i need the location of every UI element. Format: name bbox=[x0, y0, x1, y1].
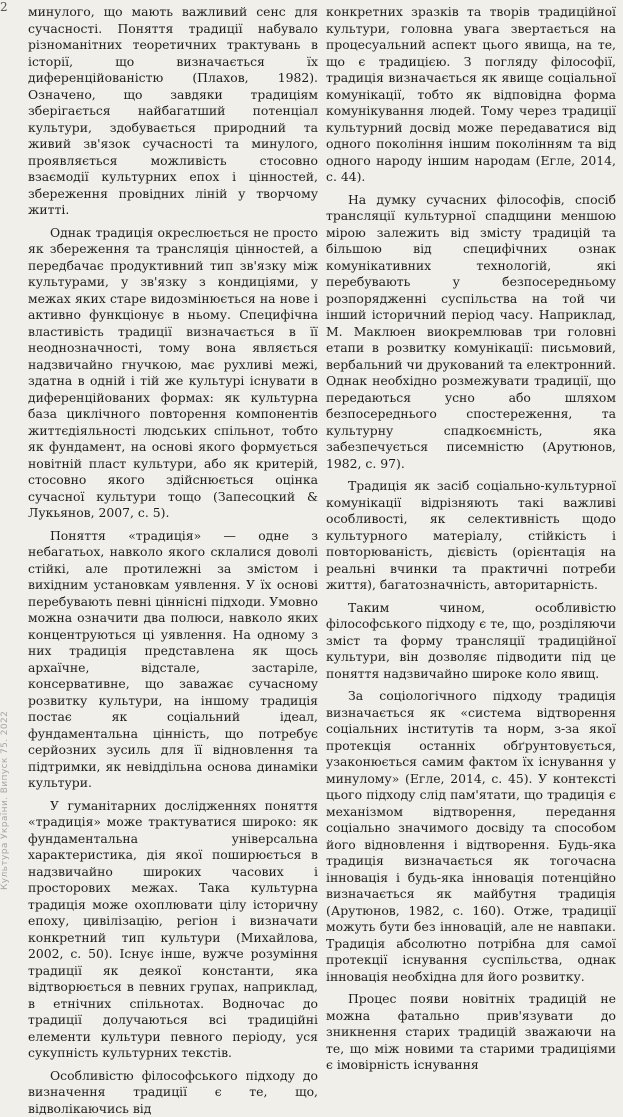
paragraph: Традиція як засіб соціально-культурної комунікації відрізняють такі важливі особливості, як селективність щодо культурного матеріалу, стійкість і повторюваність, дієвість (орієнтація на реальні вчинки та практичні потреби життя), багатозначність, авторитарність. bbox=[326, 478, 616, 594]
left-column bbox=[28, 4, 318, 940]
paragraph: Таким чином, особливістю філософського підходу є те, що, розділяючи зміст та форму трансляції традиційної культури, він дозволяє підводити під це поняття надзвичайно широке коло явищ. bbox=[326, 600, 616, 683]
paragraph: конкретних зразків та творів традиційної культури, головна увага звертається на процесуальний аспект цього явища, на те, що є традицією. З погляду філософії, традиція визначається як явище соціальної комунікації, тобто як відповідна форма комунікування людей. Тому через традиції культурний досвід може передаватися від одного покоління іншим поколінням та від одного народу іншим народам (Егле, 2014, с. 44). bbox=[326, 4, 616, 186]
paragraph: Процес появи новітніх традицій не можна фатально прив'язувати до зникнення старих традицій зважаючи на те, що між новими та старими традиціями є імовірність існування bbox=[326, 991, 616, 1074]
paragraph: минулого, що мають важливий сенс для сучасності. Поняття традиції набувало різноманітних теоретичних трактувань в історії, що визначається їх диференційованістю (Плахов, 1982). Означено, що завдяки традиціям зберігається найбагатший потенціал культури, здобувається природний та живий зв'язок сучасності та минулого, проявляється можливість стосовно взаємодії культурних епох і цінностей, збереження провідних ліній у творчому житті. bbox=[28, 4, 318, 219]
paragraph: Однак традиція окреслюється не просто як збереження та трансляція цінностей, а передбачає продуктивний тип зв'язку між культурами, у зв'язку з кондиціями, у межах яких старе видозмінюється на нове і активно функціонує в ньому. Специфічна властивість традиції визначається в її неоднозначності, тому вона являється надзвичайно гнучкою, має рухливі межі, здатна в одній і тій же культурі існувати в диференційованих формах: як культурна база циклічного повторення компонентів життєдіяльності людських спільнот, тобто як фундамент, на основі якого формується новітній пласт культури, або як критерій, стосовно якого здійснюється оцінка сучасної культури тощо (Запесоцкий & Лукьянов, 2007, с. 5). bbox=[28, 225, 318, 522]
running-head: Культура України. Випуск 75. 2022 bbox=[0, 470, 16, 890]
paragraph: За соціологічного підходу традиція визначається як «система відтворення соціальних інститутів та норм, з-за якої протекція останніх обґрунтовується, узаконюється самим фактом їх існування у минулому» (Егле, 2014, с. 45). У контексті цього підходу слід пам'ятати, що традиція є механізмом відтворення, передання соціально значимого досвіду та способом його відновлення і відтворення. Будь-яка традиція визначається як тогочасна інновація і будь-яка інновація потенційно визначається як майбутня традиція (Арутюнов, 1982, с. 160). Отже, традиції можуть бути без інновацій, але не навпаки. Традиція абсолютно потрібна для самої протекції існування суспільства, однак інновація необхідна для його розвитку. bbox=[326, 688, 616, 985]
page-number: 2 bbox=[0, 0, 8, 14]
paragraph: У гуманітарних дослідженнях поняття «традиція» може трактуватися широко: як фундаментальна універсальна характеристика, дія якої поширюється в надзвичайно широких часових і просторових межах. Така культурна традиція може охоплювати цілу історичну епоху, цивілізацію, регіон і визначати конкретний тип культури (Михайлова, 2002, с. 50). Існує інше, вужче розуміння традиції як деякої константи, яка відтворюється в певних групах, наприклад, в етнічних спільнотах. Водночас до традиції долучаються всі традиційні елементи культури певного періоду, уся сукупність культурних текстів. bbox=[28, 798, 318, 1062]
right-column bbox=[326, 4, 616, 940]
paragraph: Поняття «традиція» — одне з небагатьох, навколо якого склалися доволі стійкі, але протилежні за змістом і вихідним установкам уявлення. У їх основі перебувають певні ціннісні підходи. Умовно можна означити два полюси, навколо яких концентруються ці уявлення. На одному з них традиція представлена як щось архаїчне, відстале, застаріле, консервативне, що заважає сучасному розвитку культури, на іншому традиція постає як соціальний ідеал, фундаментальна цінність, що потребує серйозних зусиль для її відновлення та підтримки, як невіддільна основа динаміки культури. bbox=[28, 528, 318, 792]
paragraph: Особливістю філософського підходу до визначення традиції є те, що, відволікаючись від bbox=[28, 1068, 318, 1117]
paragraph: На думку сучасних філософів, спосіб трансляції культурної спадщини меншою мірою залежить від змісту традицій та більшою від специфічних ознак комунікативних технологій, які перебувають у безпосередньому розпорядженні суспільства на той чи інший історичний період часу. Наприклад, М. Маклюен виокремлював три головні етапи в розвитку комунікації: письмовий, вербальний чи друкований та електронний. Однак необхідно розмежувати традиції, що передаються усно або шляхом безпосереднього спостереження, та культурну спадкоємність, яка забезпечується писемністю (Арутюнов, 1982, с. 97). bbox=[326, 192, 616, 473]
